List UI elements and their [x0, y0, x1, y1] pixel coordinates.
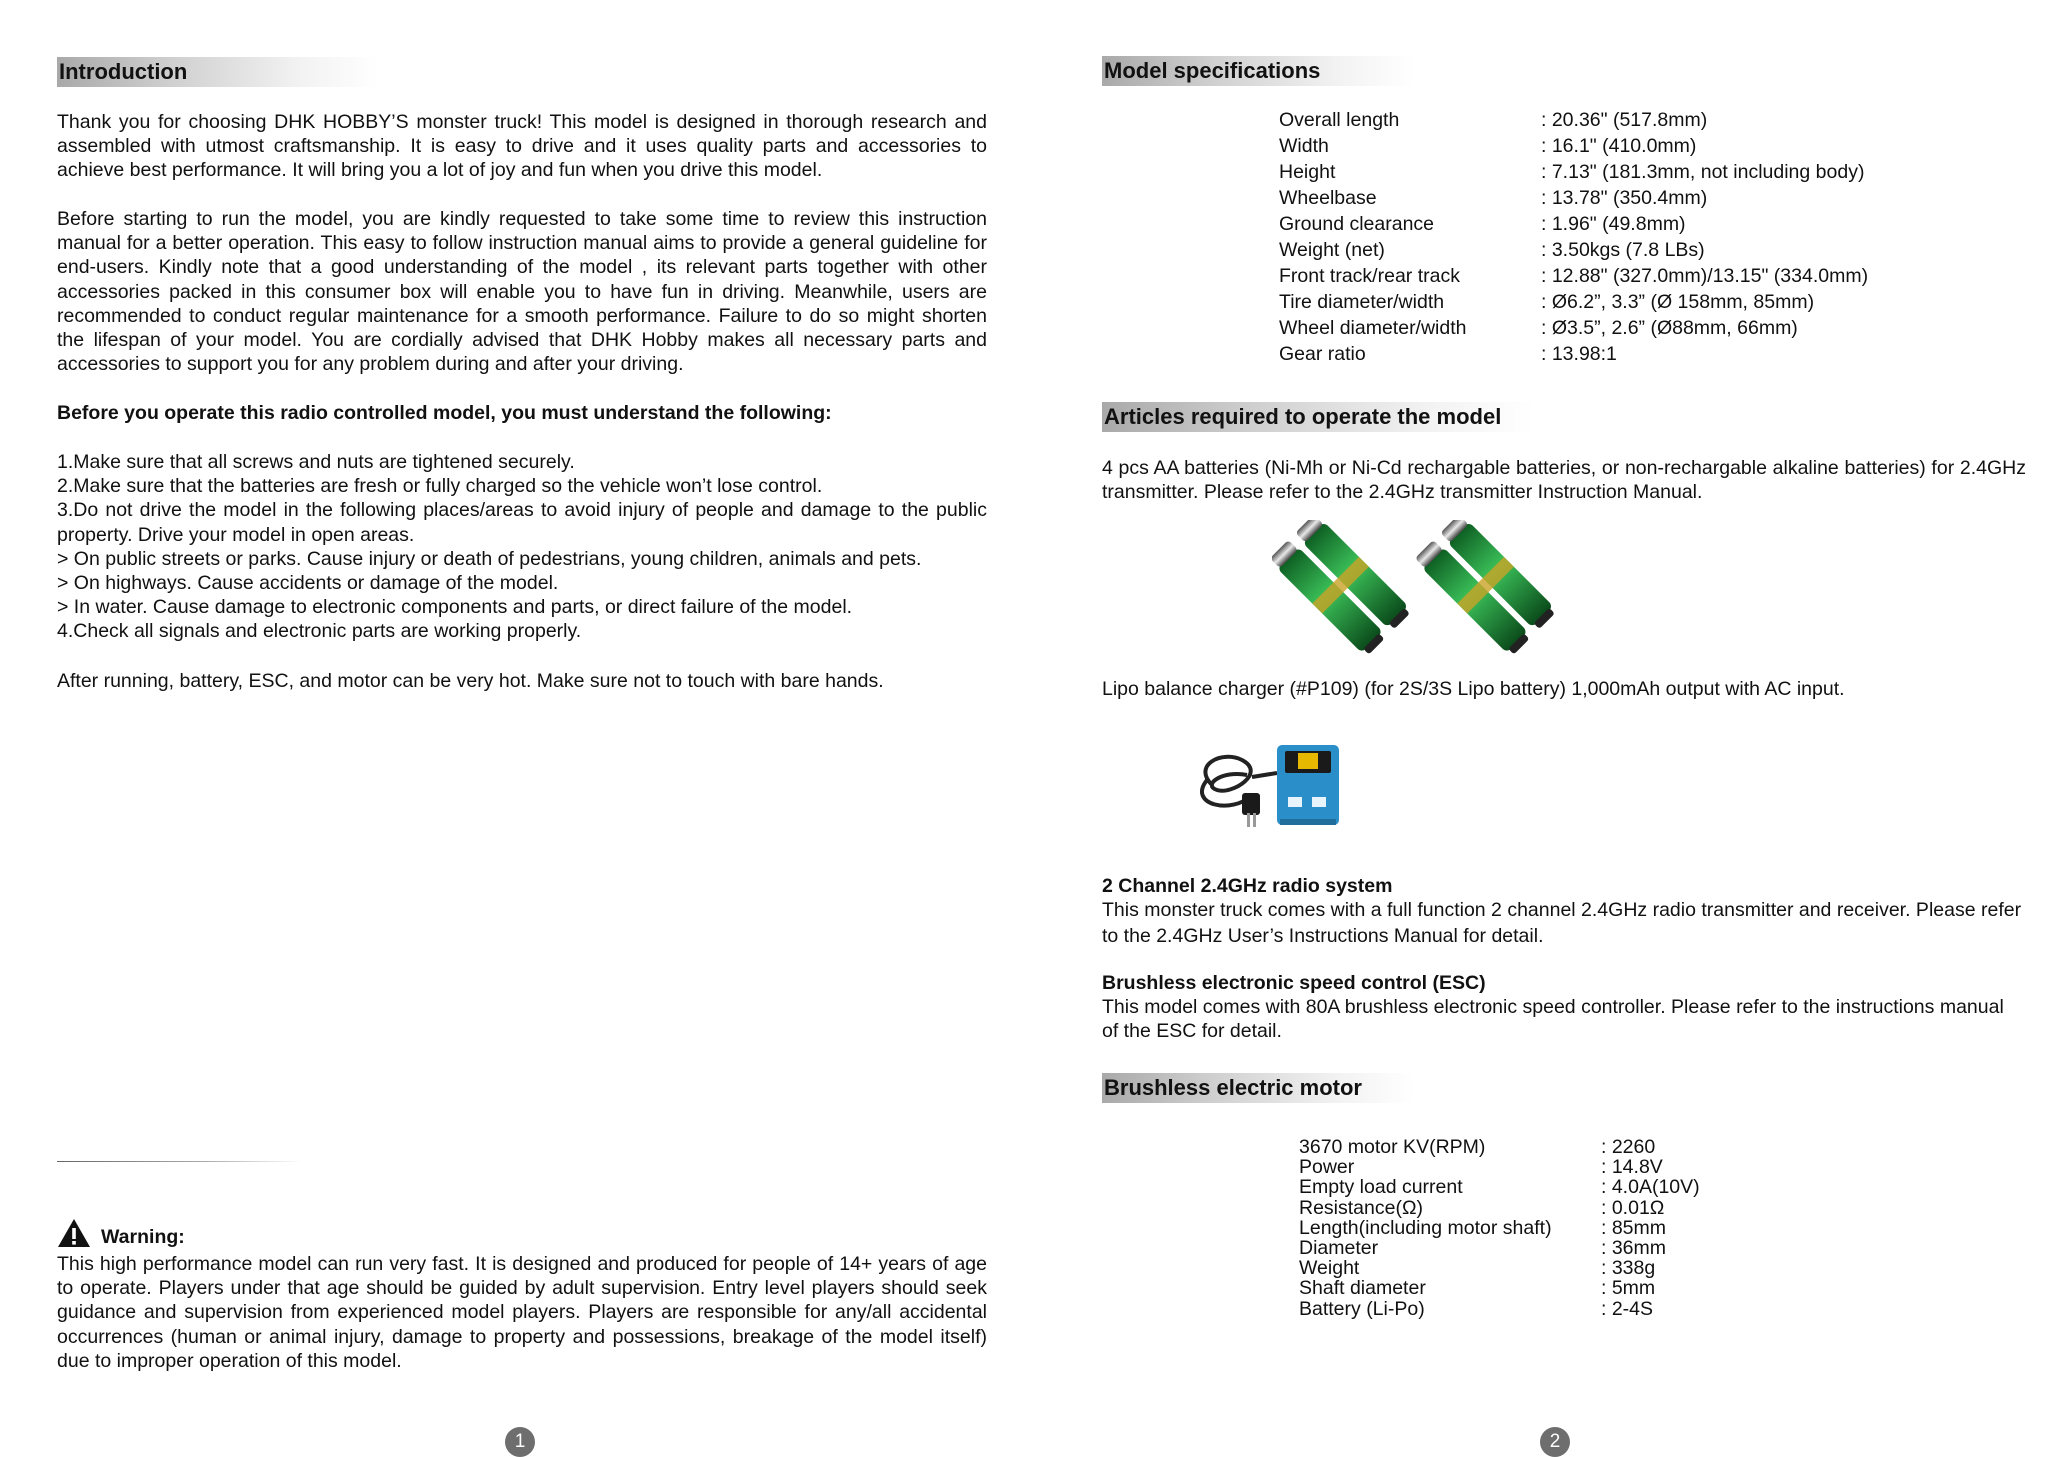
warning-triangle-icon	[57, 1218, 91, 1248]
spec-value: : 7.13" (181.3mm, not including body)	[1541, 161, 1865, 183]
spec-label: Overall length	[1279, 109, 1400, 131]
battery-pair-right	[1413, 520, 1557, 655]
list-item: 1.Make sure that all screws and nuts are tightened securely.	[57, 451, 575, 473]
motor-spec-value: : 5mm	[1601, 1277, 1656, 1300]
table-row	[1299, 1278, 1700, 1298]
table-row	[1299, 1157, 1700, 1177]
table-row	[1279, 291, 1868, 317]
battery-pair-left	[1272, 520, 1413, 655]
radio-system-title: 2 Channel 2.4GHz radio system	[1102, 875, 1393, 897]
list-item: > On highways. Cause accidents or damage of the model.	[57, 572, 559, 595]
page-number: 2	[1540, 1427, 1570, 1457]
charger-text: Lipo balance charger (#P109) (for 2S/3S Lipo battery) 1,000mAh output with AC input.	[1102, 678, 1845, 700]
warning-text: This high performance model can run very fast. It is designed and produced for people of 14+ years of age to operate. Players under that age should be guided by adult supervision. Entry level players should seek guidance and supervision from experienced model players. Players are responsible for any/all accidental occurrences (human or animal injury, damage to property and possessions, breakage of the model itself) due to improper operation of this model.	[57, 1253, 987, 1372]
motor-spec-value: : 0.01Ω	[1601, 1196, 1665, 1219]
spec-value: : 13.78" (350.4mm)	[1541, 187, 1708, 209]
table-row	[1279, 187, 1868, 213]
motor-spec-value: : 2-4S	[1601, 1297, 1654, 1320]
divider	[57, 1161, 302, 1162]
intro-paragraph-1: Thank you for choosing DHK HOBBY’S monster truck! This model is designed in thorough research and assembled with utmost craftsmanship. It is easy to drive and it uses quality parts and accessories to achieve best performance. It will bring you a lot of joy and fun when you drive this model.	[57, 111, 987, 182]
introduction-header: Introduction	[57, 57, 379, 87]
motor-spec-value: : 85mm	[1601, 1216, 1667, 1239]
page-number: 1	[505, 1427, 535, 1457]
esc-title: Brushless electronic speed control (ESC)	[1102, 972, 1486, 994]
table-row	[1279, 343, 1868, 369]
spec-label: Tire diameter/width	[1279, 291, 1445, 313]
specifications-table	[1279, 109, 1868, 369]
table-row	[1279, 317, 1868, 343]
spec-label: Gear ratio	[1279, 343, 1366, 365]
spec-label: Width	[1279, 135, 1329, 157]
list-item: 4.Check all signals and electronic parts are working properly.	[57, 620, 582, 643]
specifications-header: Model specifications	[1102, 56, 1414, 86]
aa-battery-pair	[1272, 520, 1572, 655]
lipo-charger	[1192, 735, 1382, 835]
spec-label: Wheelbase	[1279, 187, 1377, 209]
table-row	[1299, 1238, 1700, 1258]
motor-spec-value: : 36mm	[1601, 1237, 1667, 1260]
before-operate-heading: Before you operate this radio controlled model, you must understand the following:	[57, 402, 832, 424]
list-item: 3.Do not drive the model in the following places/areas to avoid injury of people and damage to the public property. Drive your model in open areas.	[57, 499, 987, 546]
spec-value: : 13.98:1	[1541, 343, 1617, 365]
spec-label: Ground clearance	[1279, 213, 1435, 235]
spec-value: : 20.36" (517.8mm)	[1541, 109, 1708, 131]
list-item: > In water. Cause damage to electronic components and parts, or direct failure of the model.	[57, 596, 853, 619]
list-item: 2.Make sure that the batteries are fresh or fully charged so the vehicle won’t lose control.	[57, 475, 823, 498]
table-row	[1279, 161, 1868, 187]
safety-list	[57, 450, 987, 644]
after-running-note: After running, battery, ESC, and motor can be very hot. Make sure not to touch with bare hands.	[57, 670, 884, 692]
warning-heading	[57, 1218, 185, 1248]
articles-header: Articles required to operate the model	[1102, 402, 1534, 432]
motor-spec-label: Weight	[1299, 1257, 1360, 1280]
motor-spec-label: Power	[1299, 1156, 1355, 1179]
table-row	[1299, 1137, 1700, 1157]
spec-value: : 12.88" (327.0mm)/13.15" (334.0mm)	[1541, 265, 1869, 287]
motor-spec-label: 3670 motor KV(RPM)	[1299, 1136, 1486, 1158]
spec-label: Wheel diameter/width	[1279, 317, 1467, 339]
motor-spec-label: Empty load current	[1299, 1176, 1463, 1199]
table-row	[1299, 1258, 1700, 1278]
motor-spec-value: : 338g	[1601, 1257, 1656, 1280]
page-right	[1032, 0, 2064, 1457]
table-row	[1279, 135, 1868, 161]
table-row	[1299, 1198, 1700, 1218]
spec-value: : 16.1" (410.0mm)	[1541, 135, 1697, 157]
table-row	[1299, 1218, 1700, 1238]
spec-label: Height	[1279, 161, 1336, 183]
table-row	[1299, 1299, 1700, 1319]
list-item: > On public streets or parks. Cause injury or death of pedestrians, young children, animals and pets.	[57, 547, 922, 570]
motor-header: Brushless electric motor	[1102, 1073, 1414, 1103]
motor-spec-label: Diameter	[1299, 1237, 1379, 1260]
spec-label: Front track/rear track	[1279, 265, 1460, 287]
warning-title: Warning:	[101, 1226, 185, 1248]
esc-text: This model comes with 80A brushless electronic speed controller. Please refer to the instructions manual of the ESC for detail.	[1102, 996, 2004, 1043]
spec-value: : Ø6.2”, 3.3” (Ø 158mm, 85mm)	[1541, 291, 1815, 313]
motor-spec-label: Battery (Li-Po)	[1299, 1297, 1425, 1320]
motor-specs-table	[1299, 1137, 1700, 1319]
table-row	[1279, 109, 1868, 135]
table-row	[1299, 1177, 1700, 1197]
motor-spec-label: Resistance(Ω)	[1299, 1196, 1424, 1219]
table-row	[1279, 213, 1868, 239]
spec-label: Weight (net)	[1279, 239, 1385, 261]
motor-spec-value: : 14.8V	[1601, 1156, 1663, 1179]
table-row	[1279, 265, 1868, 291]
spec-value: : Ø3.5”, 2.6” (Ø88mm, 66mm)	[1541, 317, 1798, 339]
table-row	[1279, 239, 1868, 265]
motor-spec-value: : 4.0A(10V)	[1601, 1176, 1700, 1199]
radio-system-text: This monster truck comes with a full function 2 channel 2.4GHz radio transmitter and receiver. Please refer to the 2.4GHz User’s Instructions Manual for detail.	[1102, 899, 2022, 947]
motor-spec-value: : 2260	[1601, 1136, 1656, 1158]
motor-spec-label: Length(including motor shaft)	[1299, 1216, 1552, 1239]
spec-value: : 3.50kgs (7.8 LBs)	[1541, 239, 1705, 261]
spec-value: : 1.96" (49.8mm)	[1541, 213, 1686, 235]
intro-paragraph-2: Before starting to run the model, you are kindly requested to take some time to review this instruction manual for a better operation. This easy to follow instruction manual aims to provide a general guideline for end-users. Kindly note that a good understanding of the model , its relevant parts together with other accessories packed in this consumer box will enable you to have fun in driving. Meanwhile, users are recommended to conduct regular maintenance for a smooth performance. Failure to do so might shorten the lifespan of your model. You are cordially advised that DHK Hobby makes all necessary parts and accessories to support you for any problem during and after your driving.	[57, 208, 987, 376]
motor-spec-label: Shaft diameter	[1299, 1277, 1426, 1300]
batteries-text: 4 pcs AA batteries (Ni-Mh or Ni-Cd rechargable batteries, or non-rechargable alkaline batteries) for 2.4GHz transmitter. Please refer to the 2.4GHz transmitter Instruction Manual.	[1102, 457, 2026, 504]
